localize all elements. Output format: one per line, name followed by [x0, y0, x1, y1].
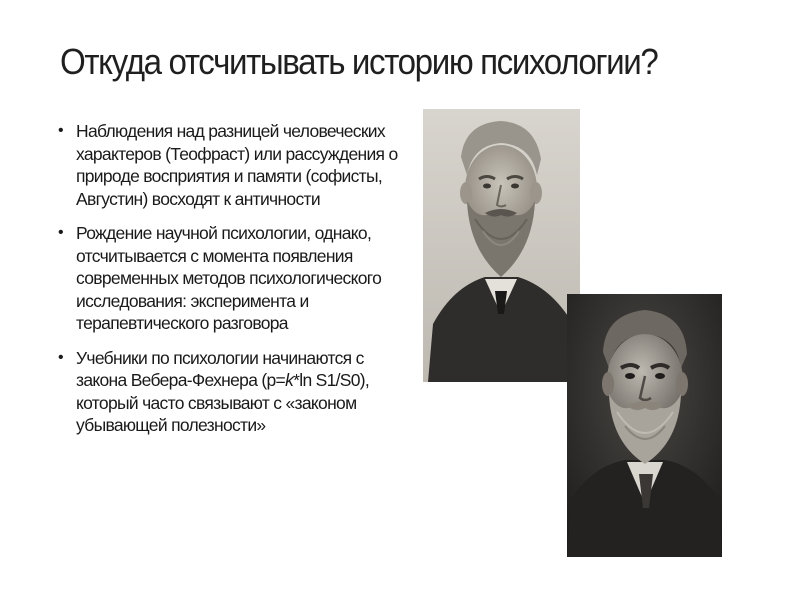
portrait-bearded-man-icon	[423, 109, 580, 382]
bullet-list	[58, 120, 418, 449]
bullet-marker: •	[58, 224, 63, 241]
bullet-item	[58, 347, 418, 437]
slide-title: Откуда отсчитывать историю психологии?	[60, 41, 658, 82]
bullet-item	[58, 120, 418, 210]
portrait-photo-2	[567, 294, 722, 557]
bullet-marker: •	[58, 122, 63, 139]
bullet-text: Наблюдения над разницей человеческих характеров (Теофраст) или рассуждения о природе восприятия и памяти (софисты, Августин) восходят к античности	[76, 121, 398, 209]
bullet-text: Рождение научной психологии, однако, отсчитывается с момента появления современных методов психологического исследования: эксперимента и терапевтического разговора	[76, 223, 382, 333]
portrait-photo-1	[423, 109, 580, 382]
bullet-text	[76, 347, 418, 437]
bullet-item	[58, 222, 418, 335]
bullet-marker: •	[58, 348, 63, 366]
bullet-text-italic: k	[285, 370, 294, 390]
bullet-text-part: *ln S1/S0), который часто связывают с «законом убывающей полезности»	[76, 370, 370, 435]
portrait-bearded-man-icon	[567, 294, 722, 557]
bullet-text-part: Учебники по психологии начинаются с закона Вебера-Фехнера (p=	[76, 347, 364, 390]
